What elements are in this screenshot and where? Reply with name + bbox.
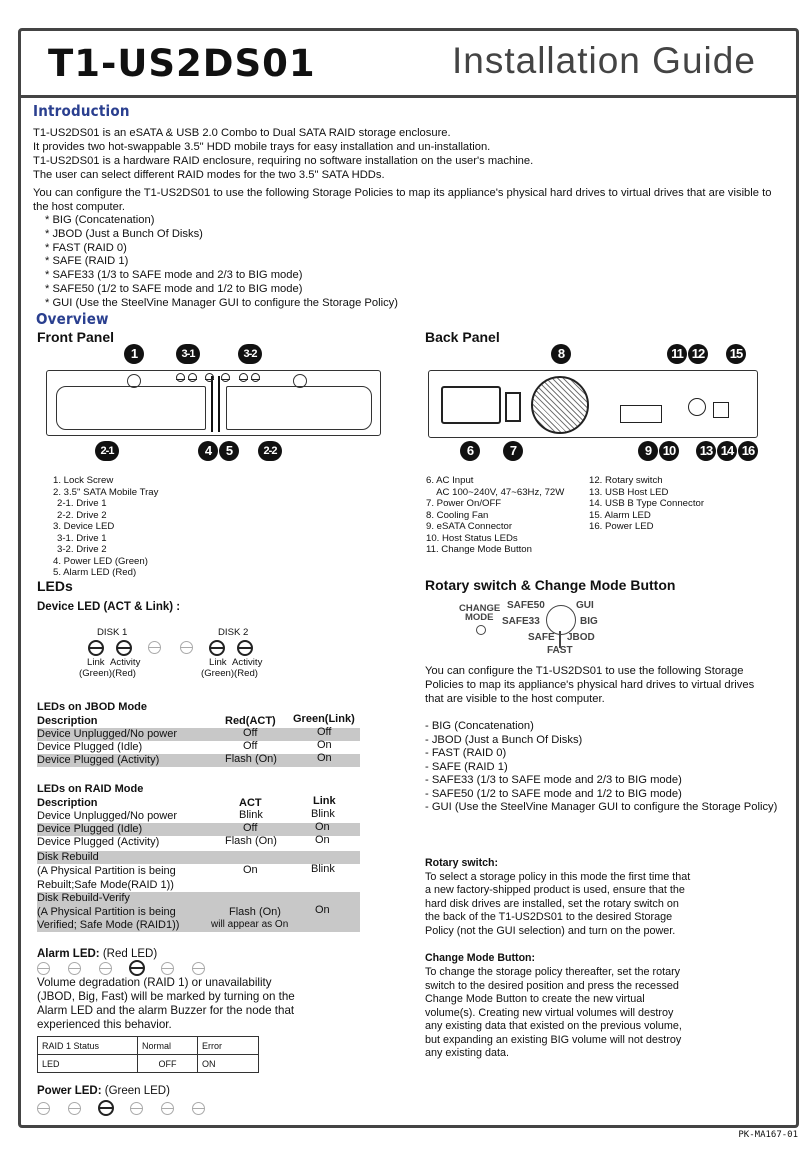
back-legend-item: 6. AC Input <box>426 475 474 486</box>
activity-label: Activity <box>110 657 141 668</box>
alarm-title: Alarm LED: (Red LED) <box>37 948 158 960</box>
dial-label: SAFE50 <box>507 600 545 611</box>
back-legend-item: 11. Change Mode Button <box>426 544 532 555</box>
table-row: Device Unplugged/No power Off Off <box>37 728 360 741</box>
callout-9: 9 <box>638 441 658 461</box>
change-mode-label: CHANGE <box>459 603 501 614</box>
intro-line-3: T1-US2DS01 is a hardware RAID enclosure, requiring no software installation on the user's machine. <box>33 155 534 167</box>
front-legend-item: 5. Alarm LED (Red) <box>53 567 137 578</box>
intro-line-1: T1-US2DS01 is an eSATA & USB 2.0 Combo to Dual SATA RAID storage enclosure. <box>33 127 451 139</box>
policy-item: * SAFE (RAID 1) <box>45 255 129 267</box>
change-mode-line: but expanding an existing BIG volume will not destroy <box>425 1034 682 1046</box>
ac-input-icon <box>441 386 501 424</box>
rotary-switch-line: To select a storage policy in this mode the first time that <box>425 871 691 883</box>
esata-connector-icon <box>620 405 662 423</box>
policy-item: * BIG (Concatenation) <box>45 214 155 226</box>
callout-3-1: 3-1 <box>176 344 200 364</box>
jbod-table <box>37 714 360 770</box>
rotary-dial-icon <box>546 605 576 635</box>
back-panel-title: Back Panel <box>425 329 500 345</box>
leds-title: LEDs <box>37 578 73 594</box>
rotary-intro-line: You can configure the T1-US2DS01 to use the following Storage <box>425 665 744 677</box>
device-led-icon <box>251 373 260 382</box>
callout-15: 15 <box>726 344 746 364</box>
table-row: Device Plugged (Activity) Flash (On) On <box>37 834 330 848</box>
rotary-list-item: - SAFE (RAID 1) <box>425 761 508 773</box>
disk1-label: DISK 1 <box>97 627 128 638</box>
front-legend-item: 2-1. Drive 1 <box>57 498 107 509</box>
table-row: Device Unplugged/No power Blink Blink <box>37 808 335 822</box>
intro-paragraph: You can configure the T1-US2DS01 to use the following Storage Policies to map its appliance's physical hard drives to virtual drives that are visible to the host computer. <box>33 187 772 213</box>
intro-line-2: It provides two hot-swappable 3.5" HDD mobile trays for easy installation and un-installation. <box>33 141 491 153</box>
alarm-status-table <box>37 1036 259 1073</box>
rotary-list-item: - SAFE50 (1/2 to SAFE mode and 1/2 to BIG mode) <box>425 788 682 800</box>
back-legend-item: 7. Power On/OFF <box>426 498 502 509</box>
callout-16: 16 <box>738 441 758 461</box>
dial-label: SAFE <box>528 632 555 643</box>
rotary-list-item: - SAFE33 (1/3 to SAFE mode and 2/3 to BIG mode) <box>425 774 682 786</box>
policy-item: * SAFE50 (1/2 to SAFE mode and 1/2 to BIG mode) <box>45 283 303 295</box>
led-off-icon <box>192 962 205 975</box>
activity-led-icon <box>237 640 253 656</box>
rotary-list-item: - JBOD (Just a Bunch Of Disks) <box>425 734 583 746</box>
callout-8: 8 <box>551 344 571 364</box>
led-off-icon <box>68 1102 81 1115</box>
green-label: (Green) <box>79 668 113 679</box>
policy-item: * FAST (RAID 0) <box>45 242 127 254</box>
back-legend-item: 12. Rotary switch <box>589 475 663 486</box>
callout-4: 4 <box>198 441 218 461</box>
callout-13: 13 <box>696 441 716 461</box>
dial-label: JBOD <box>567 632 595 643</box>
red-label: (Red) <box>234 668 258 679</box>
rotary-switch-line: hard disk drives are installed, set the rotary switch on <box>425 898 679 910</box>
led-off-icon <box>161 962 174 975</box>
activity-led-icon <box>116 640 132 656</box>
rotary-switch-title: Rotary switch: <box>425 857 498 869</box>
callout-14: 14 <box>717 441 737 461</box>
front-legend-item: 3-2. Drive 2 <box>57 544 107 555</box>
activity-label: Activity <box>232 657 263 668</box>
table-row: (A Physical Partition is being Rebuilt;Safe Mode(RAID 1)) On Blink <box>37 863 335 891</box>
table-row: Device Plugged (Activity) Flash (On) On <box>37 754 360 767</box>
red-label: (Red) <box>112 668 136 679</box>
jbod-title: LEDs on JBOD Mode <box>37 701 148 713</box>
power-led-icon <box>205 373 214 382</box>
front-legend-item: 3. Device LED <box>53 521 115 532</box>
lock-screw <box>127 374 141 388</box>
dial-label: FAST <box>547 645 573 656</box>
table-row: Device Plugged (Idle) Off On <box>37 739 332 753</box>
link-led-icon <box>209 640 225 656</box>
led-off-icon <box>37 962 50 975</box>
rotary-list-item: - GUI (Use the SteelVine Manager GUI to configure the Storage Policy) <box>425 801 778 813</box>
front-legend-item: 1. Lock Screw <box>53 475 114 486</box>
device-led-icon <box>176 373 185 382</box>
change-mode-line: any existing data. <box>425 1047 510 1059</box>
link-led-icon <box>88 640 104 656</box>
change-mode-line: volume(s). Creating new virtual volumes will destroy <box>425 1007 674 1019</box>
callout-6: 6 <box>460 441 480 461</box>
alarm-led-icon <box>221 373 230 382</box>
green-label: (Green) <box>201 668 235 679</box>
raid-table <box>37 796 360 932</box>
rotary-switch-line: a new factory-shipped product is used, ensure that the <box>425 884 685 896</box>
front-legend-item: 3-1. Drive 1 <box>57 533 107 544</box>
alarm-text-line: Alarm LED and the alarm Buzzer for the node that <box>37 1004 295 1017</box>
dial-label: SAFE33 <box>502 616 540 627</box>
change-mode-label: MODE <box>465 612 494 623</box>
footer-code: PK-MA167-01 <box>738 1130 798 1140</box>
rotary-title: Rotary switch & Change Mode Button <box>425 577 676 593</box>
led-off-icon <box>161 1102 174 1115</box>
table-header: Description ACT Link <box>37 795 336 809</box>
back-legend-item: 9. eSATA Connector <box>426 521 513 532</box>
power-led-title: Power LED: (Green LED) <box>37 1085 170 1097</box>
policy-item: * JBOD (Just a Bunch Of Disks) <box>45 228 203 240</box>
change-mode-button-icon <box>476 625 486 635</box>
intro-line-4: The user can select different RAID modes for the two 3.5" SATA HDDs. <box>33 169 385 181</box>
alarm-text-line: (JBOD, Big, Fast) will be marked by turning on the <box>37 990 295 1003</box>
table-row: LED OFF ON <box>38 1055 259 1073</box>
dial-label: GUI <box>576 600 594 611</box>
policy-item: * SAFE33 (1/3 to SAFE mode and 2/3 to BIG mode) <box>45 269 303 281</box>
change-mode-line: any existing data that existed on the previous volume, <box>425 1020 682 1032</box>
led-off-icon <box>148 641 161 654</box>
alarm-text-line: Volume degradation (RAID 1) or unavailability <box>37 976 272 989</box>
back-legend-item: 14. USB B Type Connector <box>589 498 705 509</box>
callout-11: 11 <box>667 344 687 364</box>
table-row: Disk Rebuild-Verify (A Physical Partition is being Verified; Safe Mode (RAID1)) Flash (On) will appear as On On <box>37 892 360 932</box>
overview-title: Overview <box>36 310 109 328</box>
table-row: Disk Rebuild <box>37 851 360 864</box>
led-off-icon <box>130 1102 143 1115</box>
led-off-icon <box>192 1102 205 1115</box>
rotary-list-item: - FAST (RAID 0) <box>425 747 507 759</box>
rotary-list-item: - BIG (Concatenation) <box>425 720 534 732</box>
front-legend-item: 2. 3.5" SATA Mobile Tray <box>53 487 159 498</box>
cooling-fan-icon <box>531 376 589 434</box>
alarm-text-line: experienced this behavior. <box>37 1018 172 1031</box>
change-mode-line: switch to the desired position and press the recessed <box>425 980 679 992</box>
change-mode-line: Change Mode Button to create the new virtual <box>425 993 645 1005</box>
back-legend-item: 8. Cooling Fan <box>426 510 489 521</box>
led-off-icon <box>68 962 81 975</box>
front-legend-item: 2-2. Drive 2 <box>57 510 107 521</box>
header-divider <box>18 95 799 98</box>
callout-5: 5 <box>219 441 239 461</box>
callout-12: 12 <box>688 344 708 364</box>
back-legend-item: 15. Alarm LED <box>589 510 651 521</box>
model-title: T1-US2DS01 <box>48 42 316 85</box>
policy-item: * GUI (Use the SteelVine Manager GUI to configure the Storage Policy) <box>45 297 398 309</box>
link-label: Link <box>87 657 105 668</box>
intro-title: Introduction <box>33 102 130 120</box>
lock-screw <box>293 374 307 388</box>
link-label: Link <box>209 657 227 668</box>
alarm-led-icon <box>129 960 145 976</box>
front-legend-item: 4. Power LED (Green) <box>53 556 148 567</box>
callout-7: 7 <box>503 441 523 461</box>
table-row: RAID 1 Status Normal Error <box>38 1037 259 1055</box>
rotary-intro-line: Policies to map its appliance's physical hard drives to virtual drives <box>425 679 755 691</box>
power-switch-icon <box>505 392 521 422</box>
change-mode-line: To change the storage policy thereafter, set the rotary <box>425 966 681 978</box>
table-row: Device Plugged (Idle) Off On <box>37 823 360 836</box>
guide-title: Installation Guide <box>452 40 756 81</box>
table-header: Description Red(ACT) Green(Link) <box>37 713 355 727</box>
back-legend-item: 10. Host Status LEDs <box>426 533 518 544</box>
device-led-icon <box>239 373 248 382</box>
rotary-switch-icon <box>688 398 706 416</box>
disk2-label: DISK 2 <box>218 627 249 638</box>
dial-label: BIG <box>580 616 598 627</box>
front-panel-title: Front Panel <box>37 329 115 345</box>
callout-3-2: 3-2 <box>238 344 262 364</box>
led-off-icon <box>180 641 193 654</box>
device-led-icon <box>188 373 197 382</box>
rotary-switch-line: Policy (not the GUI selection) and turn on the power. <box>425 925 676 937</box>
callout-2-1: 2-1 <box>95 441 119 461</box>
led-off-icon <box>99 962 112 975</box>
callout-2-2: 2-2 <box>258 441 282 461</box>
led-off-icon <box>37 1102 50 1115</box>
back-legend-item: 13. USB Host LED <box>589 487 669 498</box>
power-led-icon <box>98 1100 114 1116</box>
callout-10: 10 <box>659 441 679 461</box>
usb-b-connector-icon <box>713 402 729 418</box>
device-led-title: Device LED (ACT & Link) : <box>37 601 181 613</box>
callout-1: 1 <box>124 344 144 364</box>
back-legend-item: 16. Power LED <box>589 521 654 532</box>
rotary-intro-line: that are visible to the host computer. <box>425 693 605 705</box>
back-legend-item: AC 100~240V, 47~63Hz, 72W <box>426 487 565 498</box>
raid-title: LEDs on RAID Mode <box>37 783 144 795</box>
rotary-switch-line: the back of the T1-US2DS01 to the desired Storage <box>425 911 673 923</box>
change-mode-title: Change Mode Button: <box>425 952 536 964</box>
